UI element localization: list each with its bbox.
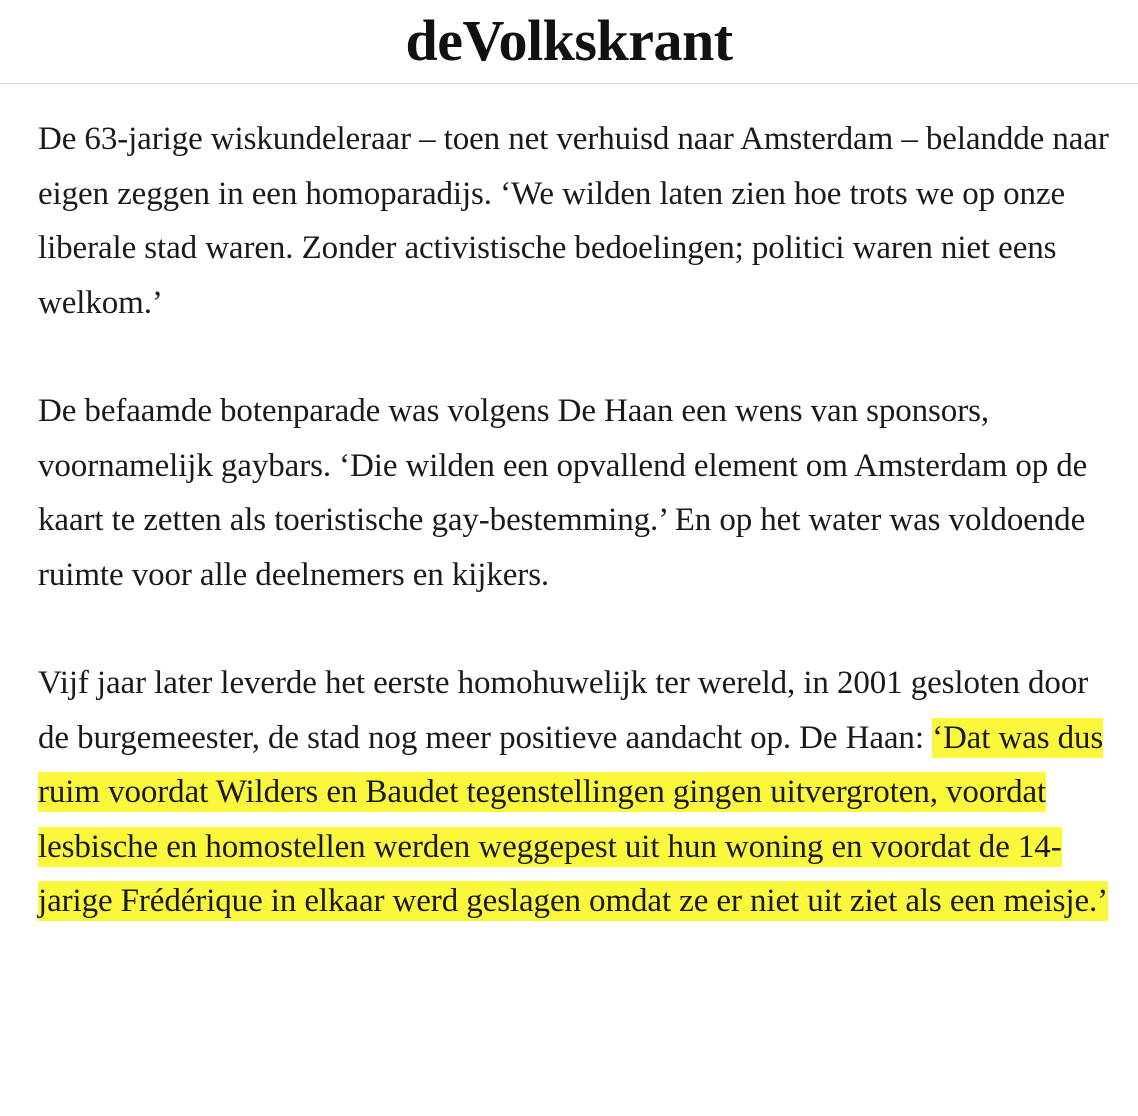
- paragraph-3: [38, 656, 1118, 929]
- volkskrant-logo[interactable]: deVolkskrant: [405, 7, 733, 73]
- article-body: [38, 112, 1118, 983]
- paragraph-1: De 63-jarige wiskundeleraar – toen net verhuisd naar Amsterdam – belandde naar eigen zeggen in een homoparadijs. ‘We wilden laten zien hoe trots we op onze liberale stad waren. Zonder activistische bedoelingen; politici waren niet eens welkom.’: [38, 121, 1109, 321]
- paragraph-3-text: Vijf jaar later leverde het eerste homohuwelijk ter wereld, in 2001 gesloten door de burgemeester, de stad nog meer positieve aandacht op. De Haan:: [38, 665, 1089, 756]
- highlighted-quote: ‘Dat was dus ruim voordat Wilders en Baudet tegenstellingen gingen uitvergroten, voordat lesbische en homostellen werden weggepest uit hun woning en voordat de 14-jarige Frédérique in elkaar werd geslagen omdat ze er niet uit ziet als een meisje.’: [38, 719, 1109, 919]
- site-header: [0, 0, 1138, 84]
- paragraph-2: De befaamde botenparade was volgens De Haan een wens van sponsors, voornamelijk gaybars. ‘Die wilden een opvallend element om Amsterdam op de kaart te zetten als toeristische gay-bestemming.’ En op het water was voldoende ruimte voor alle deelnemers en kijkers.: [38, 393, 1088, 593]
